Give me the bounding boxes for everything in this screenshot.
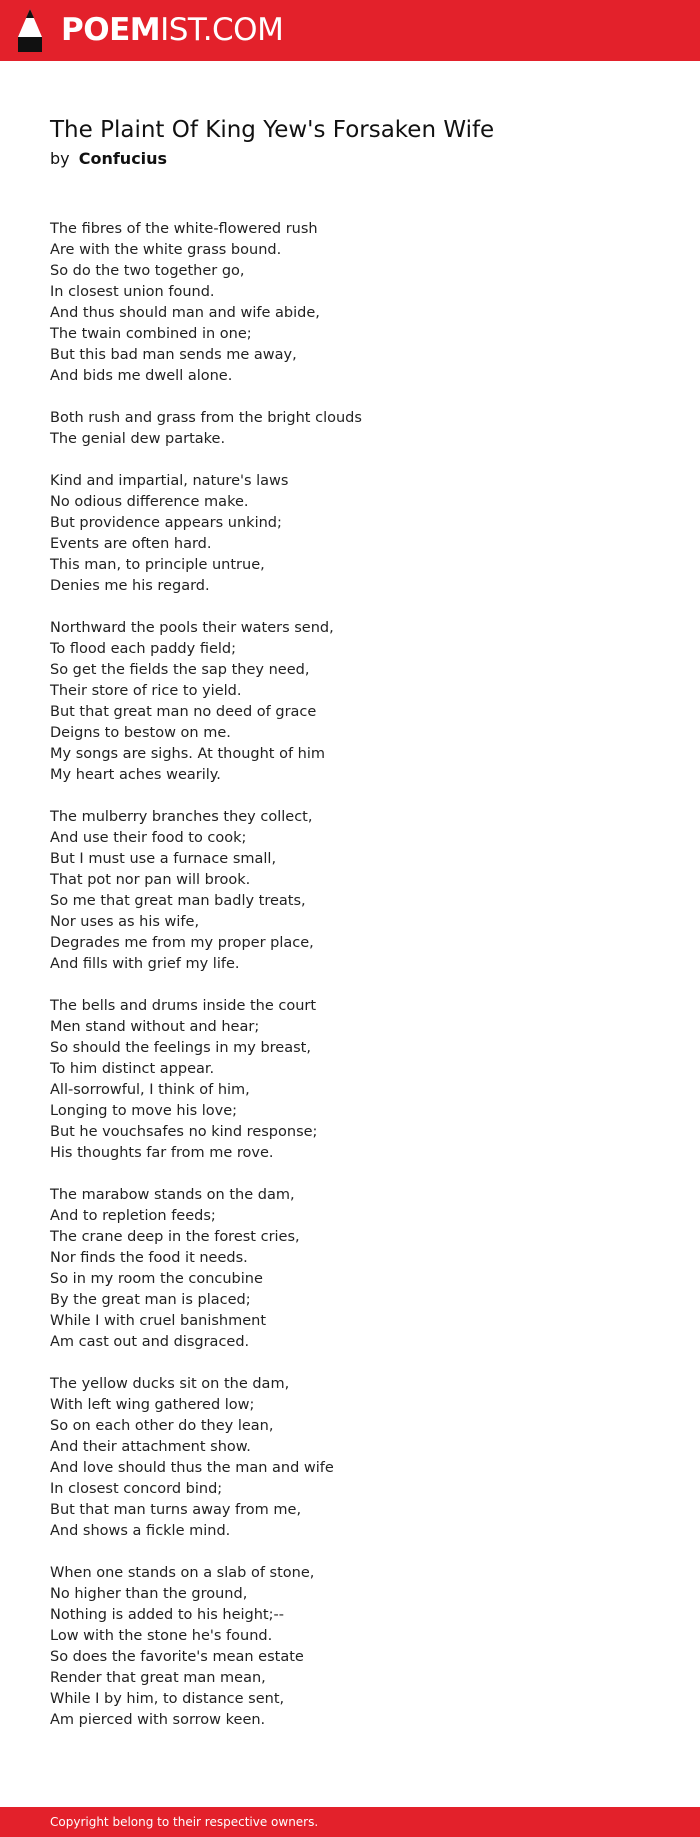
poem-line: Events are often hard. bbox=[50, 536, 212, 552]
author-name: Confucius bbox=[78, 149, 168, 168]
poem-line: The yellow ducks sit on the dam, bbox=[50, 1376, 290, 1392]
poem-line: Longing to move his love; bbox=[50, 1103, 238, 1119]
poem-line: And thus should man and wife abide, bbox=[50, 305, 320, 321]
poem-line: This man, to principle untrue, bbox=[50, 557, 265, 573]
poem-line: His thoughts far from me rove. bbox=[50, 1145, 274, 1161]
poem-line: But that great man no deed of grace bbox=[50, 704, 317, 720]
poem-line: Low with the stone he's found. bbox=[50, 1628, 273, 1644]
poem-stanza bbox=[50, 1374, 670, 1542]
poem-line: The bells and drums inside the court bbox=[50, 998, 317, 1014]
poem-line: But that man turns away from me, bbox=[50, 1502, 302, 1518]
poem-line: So in my room the concubine bbox=[50, 1271, 263, 1287]
poem-line: Degrades me from my proper place, bbox=[50, 935, 314, 951]
logo-light-text: IST.COM bbox=[160, 12, 284, 48]
poem-line: But he vouchsafes no kind response; bbox=[50, 1124, 318, 1140]
poem-line: So should the feelings in my breast, bbox=[50, 1040, 311, 1056]
poem-line: Nothing is added to his height;-- bbox=[50, 1607, 284, 1623]
poem-stanza bbox=[50, 408, 670, 450]
site-header bbox=[0, 0, 700, 61]
poem-line: Am cast out and disgraced. bbox=[50, 1334, 250, 1350]
poem-line: No odious difference make. bbox=[50, 494, 249, 510]
poem-line: Both rush and grass from the bright clouds bbox=[50, 410, 362, 426]
poem-stanza bbox=[50, 1185, 670, 1353]
poem-line: So does the favorite's mean estate bbox=[50, 1649, 304, 1665]
poem-line: When one stands on a slab of stone, bbox=[50, 1565, 315, 1581]
poem-line: Nor finds the food it needs. bbox=[50, 1250, 248, 1266]
poem-stanza bbox=[50, 1563, 670, 1731]
poem-line: Their store of rice to yield. bbox=[50, 683, 242, 699]
poem-line: Render that great man mean, bbox=[50, 1670, 266, 1686]
poem-line: Men stand without and hear; bbox=[50, 1019, 260, 1035]
poem-line: But I must use a furnace small, bbox=[50, 851, 277, 867]
poem-stanza bbox=[50, 618, 670, 786]
poem-body bbox=[50, 219, 670, 1752]
poem-line: Northward the pools their waters send, bbox=[50, 620, 334, 636]
poem-line: And their attachment show. bbox=[50, 1439, 251, 1455]
poem-line: My songs are sighs. At thought of him bbox=[50, 746, 326, 762]
poem-line: But this bad man sends me away, bbox=[50, 347, 297, 363]
poem-line: In closest union found. bbox=[50, 284, 215, 300]
poem-line: Denies me his regard. bbox=[50, 578, 210, 594]
poem-stanza bbox=[50, 996, 670, 1164]
poem-line: So get the fields the sap they need, bbox=[50, 662, 310, 678]
poem-line: While I with cruel banishment bbox=[50, 1313, 267, 1329]
poem-line: The marabow stands on the dam, bbox=[50, 1187, 295, 1203]
poem-line: The twain combined in one; bbox=[50, 326, 252, 342]
poem-line: With left wing gathered low; bbox=[50, 1397, 255, 1413]
poem-line: And use their food to cook; bbox=[50, 830, 247, 846]
poem-line: So me that great man badly treats, bbox=[50, 893, 306, 909]
poem-line: In closest concord bind; bbox=[50, 1481, 223, 1497]
poem-line: The crane deep in the forest cries, bbox=[50, 1229, 300, 1245]
poem-line: Deigns to bestow on me. bbox=[50, 725, 231, 741]
poem-line: The mulberry branches they collect, bbox=[50, 809, 313, 825]
copyright-text: Copyright belong to their respective owners. bbox=[50, 1815, 319, 1829]
poem-line: By the great man is placed; bbox=[50, 1292, 251, 1308]
poem-line: All-sorrowful, I think of him, bbox=[50, 1082, 250, 1098]
poem-line: So on each other do they lean, bbox=[50, 1418, 274, 1434]
logo-bold-text: POEM bbox=[61, 12, 161, 48]
poem-line: And shows a fickle mind. bbox=[50, 1523, 231, 1539]
poem-line: No higher than the ground, bbox=[50, 1586, 248, 1602]
poem-line: The genial dew partake. bbox=[50, 431, 226, 447]
poem-line: And to repletion feeds; bbox=[50, 1208, 216, 1224]
pencil-logo-icon[interactable] bbox=[18, 9, 42, 52]
poem-line: Nor uses as his wife, bbox=[50, 914, 200, 930]
poem-line: To flood each paddy field; bbox=[50, 641, 237, 657]
poem-stanza bbox=[50, 471, 670, 597]
byline bbox=[50, 148, 167, 170]
poem-stanza bbox=[50, 219, 670, 387]
site-footer bbox=[0, 1807, 700, 1837]
by-label: by bbox=[50, 149, 70, 168]
poem-line: My heart aches wearily. bbox=[50, 767, 221, 783]
poem-line: Are with the white grass bound. bbox=[50, 242, 282, 258]
poem-title: The Plaint Of King Yew's Forsaken Wife bbox=[50, 117, 495, 143]
poem-line: Am pierced with sorrow keen. bbox=[50, 1712, 266, 1728]
poem-line: But providence appears unkind; bbox=[50, 515, 282, 531]
poem-line: That pot nor pan will brook. bbox=[50, 872, 251, 888]
poem-line: The fibres of the white-flowered rush bbox=[50, 221, 318, 237]
poem-line: Kind and impartial, nature's laws bbox=[50, 473, 289, 489]
poem-stanza bbox=[50, 807, 670, 975]
poem-line: While I by him, to distance sent, bbox=[50, 1691, 285, 1707]
poem-line: And fills with grief my life. bbox=[50, 956, 240, 972]
site-logo[interactable] bbox=[61, 11, 283, 49]
poem-line: So do the two together go, bbox=[50, 263, 245, 279]
poem-line: And love should thus the man and wife bbox=[50, 1460, 334, 1476]
poem-line: And bids me dwell alone. bbox=[50, 368, 233, 384]
poem-line: To him distinct appear. bbox=[50, 1061, 215, 1077]
